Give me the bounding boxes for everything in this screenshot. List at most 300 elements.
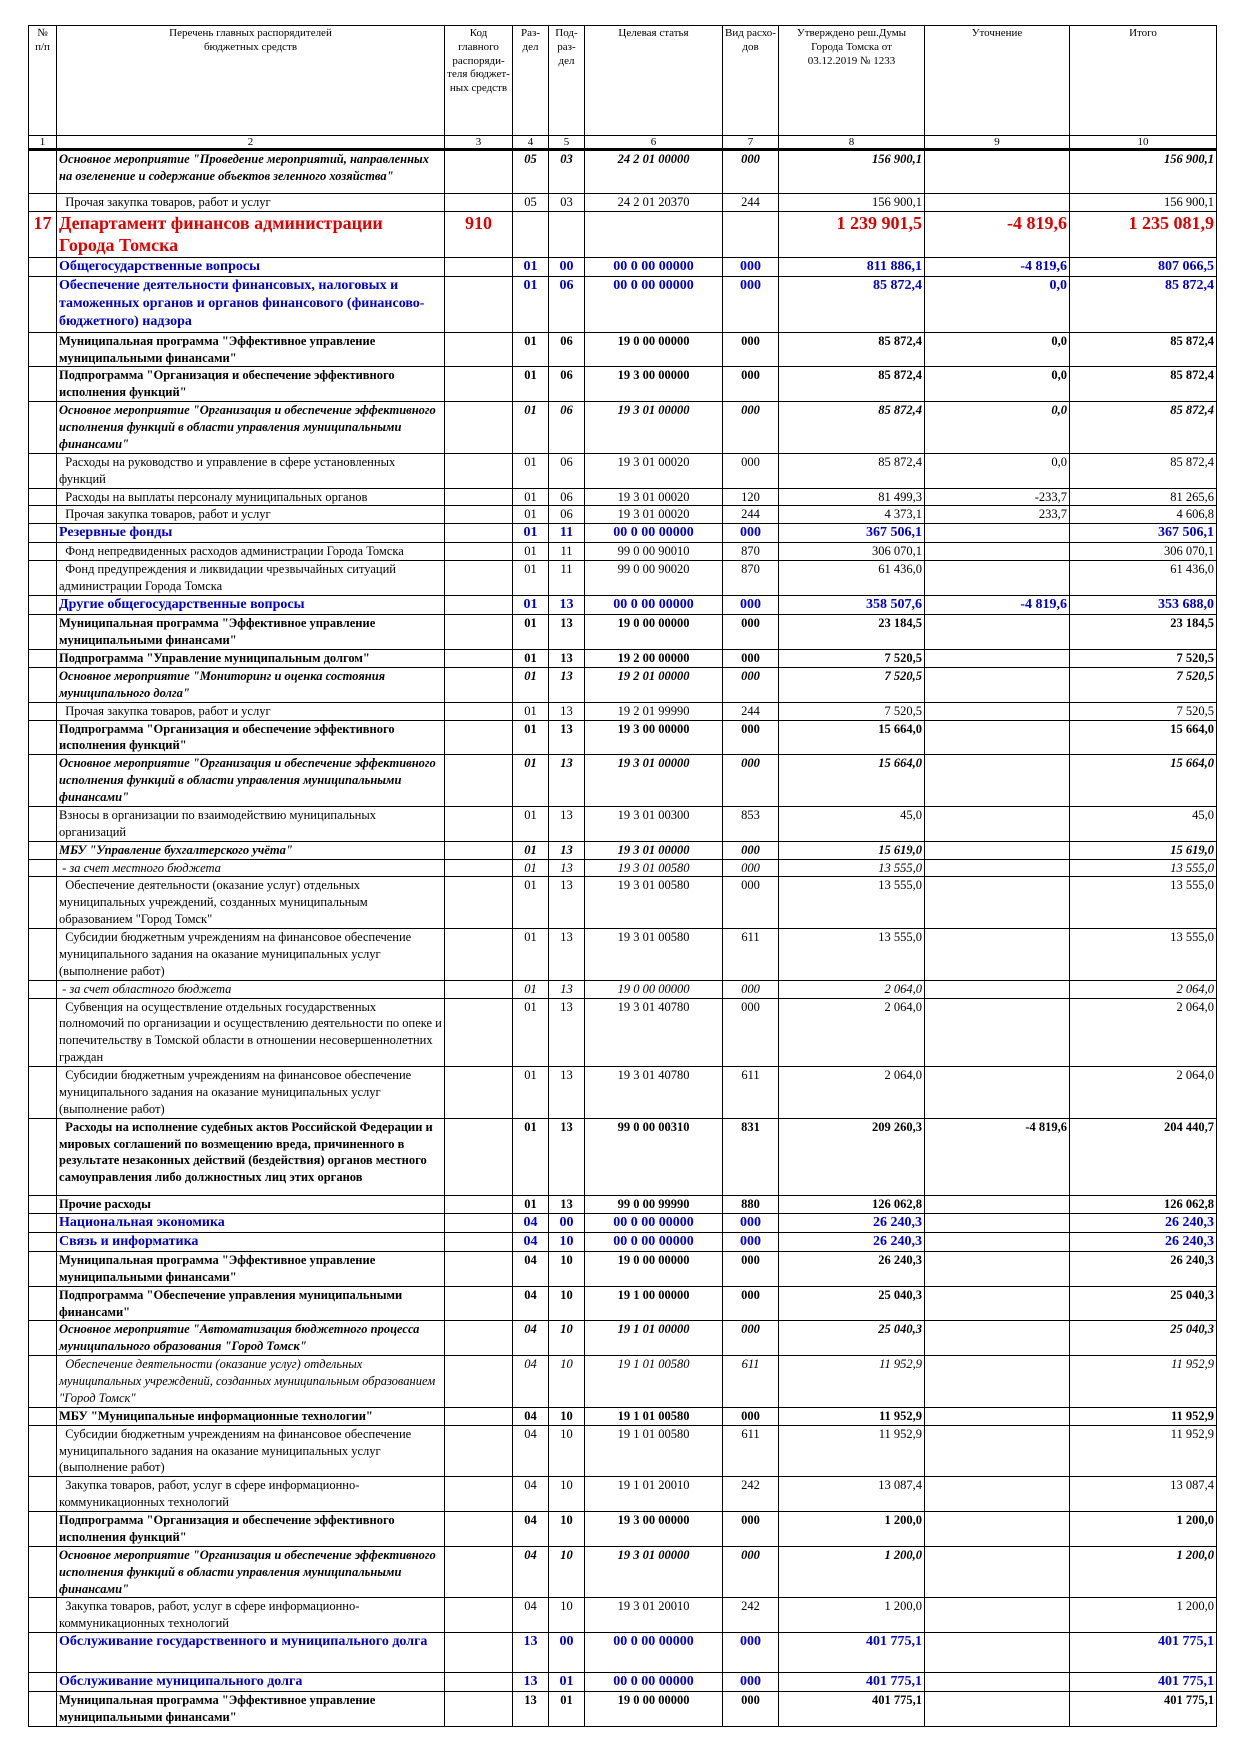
cell-vid: 000 <box>723 720 779 755</box>
cell-razdel: 01 <box>513 615 549 650</box>
header-num: № п/п <box>29 26 57 136</box>
cell-utoch <box>925 702 1070 720</box>
cell-razdel: 01 <box>513 524 549 543</box>
cell-vid: 000 <box>723 257 779 276</box>
cell-tsel: 99 0 00 00310 <box>585 1118 723 1195</box>
cell-num <box>29 615 57 650</box>
cell-vid: 611 <box>723 929 779 981</box>
cell-podrazdel: 06 <box>549 277 585 333</box>
cell-razdel: 04 <box>513 1213 549 1232</box>
cell-num <box>29 998 57 1067</box>
cell-utoch: -4 819,6 <box>925 257 1070 276</box>
cell-utv: 13 555,0 <box>779 859 925 877</box>
cell-vid: 880 <box>723 1195 779 1213</box>
cell-num <box>29 877 57 929</box>
cell-code <box>445 702 513 720</box>
cell-tsel: 19 0 00 00000 <box>585 1692 723 1727</box>
cell-num <box>29 524 57 543</box>
cell-itogo: 7 520,5 <box>1070 702 1217 720</box>
cell-num <box>29 929 57 981</box>
cell-podrazdel: 01 <box>549 1673 585 1692</box>
cell-vid: 000 <box>723 524 779 543</box>
cell-code <box>445 1321 513 1356</box>
cell-utv: 401 775,1 <box>779 1692 925 1727</box>
cell-utv: 209 260,3 <box>779 1118 925 1195</box>
cell-razdel: 04 <box>513 1407 549 1425</box>
cell-name: Субсидии бюджетным учреждениям на финансовое обеспечение муниципального задания на оказание муниципальных услуг (выполнение работ) <box>57 929 445 981</box>
cell-utv: 26 240,3 <box>779 1251 925 1286</box>
cell-code <box>445 841 513 859</box>
cell-tsel: 19 3 01 00300 <box>585 806 723 841</box>
cell-num <box>29 561 57 596</box>
cell-utv: 13 087,4 <box>779 1477 925 1512</box>
cell-tsel: 00 0 00 00000 <box>585 1673 723 1692</box>
cell-itogo: 85 872,4 <box>1070 402 1217 454</box>
cell-vid: 000 <box>723 667 779 702</box>
table-row <box>29 667 1217 702</box>
cell-utoch <box>925 980 1070 998</box>
cell-num <box>29 841 57 859</box>
cell-code <box>445 367 513 402</box>
cell-tsel: 19 3 01 00020 <box>585 506 723 524</box>
cell-podrazdel: 06 <box>549 488 585 506</box>
cell-name: Основное мероприятие "Мониторинг и оценка состояния муниципального долга" <box>57 667 445 702</box>
cell-code <box>445 755 513 807</box>
cell-vid: 242 <box>723 1598 779 1633</box>
cell-vid: 000 <box>723 980 779 998</box>
cell-podrazdel: 10 <box>549 1251 585 1286</box>
cell-num <box>29 1425 57 1477</box>
cell-code <box>445 720 513 755</box>
cell-vid: 000 <box>723 615 779 650</box>
table-row <box>29 1425 1217 1477</box>
cell-num <box>29 332 57 367</box>
cell-utoch <box>925 755 1070 807</box>
cell-num <box>29 1633 57 1673</box>
cell-itogo: 15 664,0 <box>1070 755 1217 807</box>
table-row <box>29 841 1217 859</box>
cell-utoch <box>925 150 1070 194</box>
cell-utv: 61 436,0 <box>779 561 925 596</box>
table-row <box>29 150 1217 194</box>
cell-num <box>29 1232 57 1251</box>
cell-podrazdel: 13 <box>549 1118 585 1195</box>
cell-name: Обеспечение деятельности (оказание услуг) отдельных муниципальных учреждений, созданных муниципальным образованием "Город Томск" <box>57 877 445 929</box>
cell-vid: 000 <box>723 859 779 877</box>
cell-code <box>445 980 513 998</box>
cell-vid: 000 <box>723 1213 779 1232</box>
cell-tsel: 19 0 00 00000 <box>585 980 723 998</box>
cell-code <box>445 524 513 543</box>
cell-code <box>445 1546 513 1598</box>
cell-utoch <box>925 1477 1070 1512</box>
colnum-cell: 8 <box>779 136 925 150</box>
table-row <box>29 211 1217 257</box>
cell-tsel: 19 3 01 00580 <box>585 929 723 981</box>
cell-utoch <box>925 1067 1070 1119</box>
cell-name: Муниципальная программа "Эффективное управление муниципальными финансами" <box>57 1251 445 1286</box>
cell-razdel: 01 <box>513 257 549 276</box>
cell-vid: 831 <box>723 1118 779 1195</box>
table-row <box>29 877 1217 929</box>
cell-podrazdel: 13 <box>549 1195 585 1213</box>
cell-utv: 15 664,0 <box>779 755 925 807</box>
cell-utoch <box>925 720 1070 755</box>
cell-name: Обеспечение деятельности (оказание услуг) отдельных муниципальных учреждений, созданных муниципальным образованием "Город Томск" <box>57 1356 445 1408</box>
cell-utv: 1 200,0 <box>779 1546 925 1598</box>
cell-itogo: 156 900,1 <box>1070 150 1217 194</box>
cell-podrazdel: 10 <box>549 1321 585 1356</box>
table-row <box>29 332 1217 367</box>
cell-utv: 7 520,5 <box>779 702 925 720</box>
table-row <box>29 755 1217 807</box>
cell-podrazdel: 03 <box>549 150 585 194</box>
cell-utoch <box>925 1195 1070 1213</box>
cell-vid <box>723 211 779 257</box>
cell-tsel: 19 3 01 20010 <box>585 1598 723 1633</box>
cell-tsel: 19 1 01 00580 <box>585 1356 723 1408</box>
cell-podrazdel: 01 <box>549 1692 585 1727</box>
cell-itogo: 26 240,3 <box>1070 1213 1217 1232</box>
table-row <box>29 524 1217 543</box>
cell-itogo: 26 240,3 <box>1070 1251 1217 1286</box>
cell-utoch <box>925 561 1070 596</box>
cell-num <box>29 194 57 212</box>
colnum-cell: 5 <box>549 136 585 150</box>
cell-name: - за счет областного бюджета <box>57 980 445 998</box>
cell-podrazdel: 10 <box>549 1356 585 1408</box>
cell-utoch <box>925 929 1070 981</box>
cell-tsel: 00 0 00 00000 <box>585 1633 723 1673</box>
cell-itogo: 1 200,0 <box>1070 1598 1217 1633</box>
cell-razdel: 04 <box>513 1286 549 1321</box>
cell-name: Обслуживание муниципального долга <box>57 1673 445 1692</box>
cell-num <box>29 702 57 720</box>
cell-tsel: 19 3 00 00000 <box>585 367 723 402</box>
cell-razdel: 01 <box>513 1067 549 1119</box>
cell-razdel: 04 <box>513 1251 549 1286</box>
cell-itogo: 15 664,0 <box>1070 720 1217 755</box>
cell-podrazdel: 00 <box>549 1633 585 1673</box>
cell-itogo: 204 440,7 <box>1070 1118 1217 1195</box>
table-row <box>29 998 1217 1067</box>
cell-podrazdel: 13 <box>549 980 585 998</box>
cell-vid: 611 <box>723 1356 779 1408</box>
table-row <box>29 720 1217 755</box>
cell-utoch <box>925 524 1070 543</box>
cell-tsel: 19 1 00 00000 <box>585 1286 723 1321</box>
cell-utv: 45,0 <box>779 806 925 841</box>
table-row <box>29 1067 1217 1119</box>
cell-code: 910 <box>445 211 513 257</box>
cell-utv: 401 775,1 <box>779 1673 925 1692</box>
cell-tsel: 19 3 01 40780 <box>585 1067 723 1119</box>
table-row <box>29 596 1217 615</box>
cell-vid: 000 <box>723 877 779 929</box>
cell-code <box>445 1477 513 1512</box>
cell-vid: 244 <box>723 702 779 720</box>
cell-utv: 7 520,5 <box>779 667 925 702</box>
cell-utoch <box>925 667 1070 702</box>
cell-itogo: 2 064,0 <box>1070 1067 1217 1119</box>
cell-utoch: 0,0 <box>925 332 1070 367</box>
cell-utoch: -4 819,6 <box>925 596 1070 615</box>
cell-tsel: 19 3 00 00000 <box>585 1512 723 1547</box>
cell-vid: 000 <box>723 277 779 333</box>
cell-name: МБУ "Муниципальные информационные технологии" <box>57 1407 445 1425</box>
header-vid: Вид расхо- дов <box>723 26 779 136</box>
cell-razdel: 04 <box>513 1477 549 1512</box>
cell-itogo: 13 555,0 <box>1070 877 1217 929</box>
cell-vid: 611 <box>723 1067 779 1119</box>
cell-podrazdel: 13 <box>549 596 585 615</box>
budget-table-sheet <box>28 25 1216 1727</box>
cell-razdel: 01 <box>513 488 549 506</box>
cell-vid: 000 <box>723 596 779 615</box>
cell-code <box>445 1598 513 1633</box>
table-row <box>29 1598 1217 1633</box>
table-row <box>29 980 1217 998</box>
cell-code <box>445 277 513 333</box>
cell-name: Подпрограмма "Обеспечение управления муниципальными финансами" <box>57 1286 445 1321</box>
cell-podrazdel: 13 <box>549 755 585 807</box>
cell-code <box>445 1407 513 1425</box>
cell-razdel: 13 <box>513 1633 549 1673</box>
cell-code <box>445 859 513 877</box>
cell-utoch <box>925 543 1070 561</box>
cell-itogo: 11 952,9 <box>1070 1356 1217 1408</box>
table-row <box>29 257 1217 276</box>
cell-itogo: 23 184,5 <box>1070 615 1217 650</box>
cell-podrazdel: 13 <box>549 667 585 702</box>
cell-itogo: 15 619,0 <box>1070 841 1217 859</box>
cell-podrazdel: 10 <box>549 1477 585 1512</box>
cell-tsel: 19 2 01 00000 <box>585 667 723 702</box>
cell-tsel: 24 2 01 20370 <box>585 194 723 212</box>
table-row <box>29 1232 1217 1251</box>
table-row <box>29 615 1217 650</box>
cell-tsel: 00 0 00 00000 <box>585 277 723 333</box>
colnum-cell: 10 <box>1070 136 1217 150</box>
cell-utoch <box>925 1251 1070 1286</box>
cell-name: Основное мероприятие "Организация и обеспечение эффективного исполнения функций в области управления муниципальными финансами" <box>57 402 445 454</box>
cell-num <box>29 1546 57 1598</box>
cell-name: Подпрограмма "Организация и обеспечение эффективного исполнения функций" <box>57 720 445 755</box>
cell-itogo: 1 200,0 <box>1070 1546 1217 1598</box>
table-row <box>29 1512 1217 1547</box>
cell-name: Муниципальная программа "Эффективное управление муниципальными финансами" <box>57 332 445 367</box>
cell-razdel: 04 <box>513 1356 549 1408</box>
cell-num <box>29 1067 57 1119</box>
cell-razdel: 04 <box>513 1546 549 1598</box>
cell-vid: 870 <box>723 543 779 561</box>
cell-name: МБУ "Управление бухгалтерского учёта" <box>57 841 445 859</box>
cell-tsel: 99 0 00 99990 <box>585 1195 723 1213</box>
cell-utoch <box>925 1673 1070 1692</box>
cell-vid: 000 <box>723 841 779 859</box>
table-row <box>29 859 1217 877</box>
cell-razdel: 13 <box>513 1673 549 1692</box>
cell-utoch: -233,7 <box>925 488 1070 506</box>
cell-code <box>445 1512 513 1547</box>
cell-utv: 2 064,0 <box>779 998 925 1067</box>
table-row <box>29 1633 1217 1673</box>
header-itogo: Итого <box>1070 26 1217 136</box>
cell-name: Подпрограмма "Организация и обеспечение эффективного исполнения функций" <box>57 367 445 402</box>
cell-name: Национальная экономика <box>57 1213 445 1232</box>
cell-utoch <box>925 1321 1070 1356</box>
cell-razdel: 01 <box>513 720 549 755</box>
table-row <box>29 506 1217 524</box>
cell-code <box>445 1251 513 1286</box>
cell-code <box>445 1118 513 1195</box>
table-row <box>29 1321 1217 1356</box>
table-body <box>29 150 1217 1727</box>
cell-name: Другие общегосударственные вопросы <box>57 596 445 615</box>
cell-itogo: 81 265,6 <box>1070 488 1217 506</box>
cell-utv: 11 952,9 <box>779 1356 925 1408</box>
header-name: Перечень главных распорядителей бюджетных средств <box>57 26 445 136</box>
cell-utoch <box>925 615 1070 650</box>
cell-itogo: 26 240,3 <box>1070 1232 1217 1251</box>
cell-razdel: 01 <box>513 596 549 615</box>
table-row <box>29 453 1217 488</box>
cell-razdel: 01 <box>513 980 549 998</box>
cell-itogo: 7 520,5 <box>1070 667 1217 702</box>
cell-num <box>29 596 57 615</box>
cell-utv: 26 240,3 <box>779 1213 925 1232</box>
cell-utv: 85 872,4 <box>779 402 925 454</box>
cell-tsel: 19 2 00 00000 <box>585 650 723 668</box>
cell-itogo: 85 872,4 <box>1070 453 1217 488</box>
cell-razdel: 01 <box>513 561 549 596</box>
cell-name: Прочая закупка товаров, работ и услуг <box>57 702 445 720</box>
cell-vid: 853 <box>723 806 779 841</box>
cell-razdel: 04 <box>513 1232 549 1251</box>
cell-name: Фонд непредвиденных расходов администрации Города Томска <box>57 543 445 561</box>
cell-utoch: 0,0 <box>925 277 1070 333</box>
cell-name: Связь и информатика <box>57 1232 445 1251</box>
cell-vid: 000 <box>723 1512 779 1547</box>
cell-vid: 000 <box>723 402 779 454</box>
cell-razdel: 05 <box>513 194 549 212</box>
cell-podrazdel: 13 <box>549 841 585 859</box>
cell-code <box>445 257 513 276</box>
cell-itogo: 306 070,1 <box>1070 543 1217 561</box>
cell-code <box>445 150 513 194</box>
cell-utv: 85 872,4 <box>779 453 925 488</box>
cell-vid: 000 <box>723 755 779 807</box>
cell-num <box>29 402 57 454</box>
cell-code <box>445 194 513 212</box>
cell-num <box>29 1118 57 1195</box>
cell-vid: 000 <box>723 1286 779 1321</box>
table-row <box>29 1407 1217 1425</box>
cell-itogo: 353 688,0 <box>1070 596 1217 615</box>
cell-utoch <box>925 1692 1070 1727</box>
cell-utoch: 0,0 <box>925 367 1070 402</box>
cell-name: Общегосударственные вопросы <box>57 257 445 276</box>
cell-itogo: 61 436,0 <box>1070 561 1217 596</box>
table-row <box>29 543 1217 561</box>
colnum-cell: 3 <box>445 136 513 150</box>
cell-name: Основное мероприятие "Организация и обеспечение эффективного исполнения функций в области управления муниципальными финансами" <box>57 755 445 807</box>
cell-name: Прочие расходы <box>57 1195 445 1213</box>
colnum-cell: 4 <box>513 136 549 150</box>
table-row <box>29 1673 1217 1692</box>
cell-utoch: -4 819,6 <box>925 1118 1070 1195</box>
table-row <box>29 194 1217 212</box>
cell-num <box>29 806 57 841</box>
cell-itogo: 401 775,1 <box>1070 1673 1217 1692</box>
cell-num <box>29 1407 57 1425</box>
cell-vid: 611 <box>723 1425 779 1477</box>
cell-utv: 11 952,9 <box>779 1425 925 1477</box>
cell-podrazdel: 10 <box>549 1425 585 1477</box>
cell-razdel: 01 <box>513 332 549 367</box>
cell-code <box>445 929 513 981</box>
cell-itogo: 1 200,0 <box>1070 1512 1217 1547</box>
cell-code <box>445 650 513 668</box>
cell-tsel: 19 3 01 00000 <box>585 402 723 454</box>
cell-razdel: 01 <box>513 277 549 333</box>
cell-podrazdel: 13 <box>549 650 585 668</box>
colnum-cell: 1 <box>29 136 57 150</box>
cell-name: Субсидии бюджетным учреждениям на финансовое обеспечение муниципального задания на оказание муниципальных услуг (выполнение работ) <box>57 1067 445 1119</box>
cell-tsel: 19 0 00 00000 <box>585 615 723 650</box>
cell-num <box>29 1512 57 1547</box>
cell-razdel: 13 <box>513 1692 549 1727</box>
cell-vid: 000 <box>723 1633 779 1673</box>
cell-tsel: 00 0 00 00000 <box>585 524 723 543</box>
colnum-cell: 6 <box>585 136 723 150</box>
cell-podrazdel: 06 <box>549 332 585 367</box>
cell-utv: 85 872,4 <box>779 332 925 367</box>
cell-utoch <box>925 1512 1070 1547</box>
cell-name: Основное мероприятие "Автоматизация бюджетного процесса муниципального образования "Город Томск" <box>57 1321 445 1356</box>
cell-utoch: 0,0 <box>925 453 1070 488</box>
cell-utv: 2 064,0 <box>779 1067 925 1119</box>
cell-podrazdel: 10 <box>549 1512 585 1547</box>
cell-code <box>445 402 513 454</box>
cell-tsel: 19 0 00 00000 <box>585 332 723 367</box>
cell-utv: 306 070,1 <box>779 543 925 561</box>
table-row <box>29 1118 1217 1195</box>
cell-tsel: 19 3 01 00000 <box>585 841 723 859</box>
cell-utoch: 0,0 <box>925 402 1070 454</box>
cell-podrazdel: 13 <box>549 702 585 720</box>
cell-tsel: 19 3 01 00020 <box>585 488 723 506</box>
cell-code <box>445 543 513 561</box>
cell-podrazdel: 06 <box>549 402 585 454</box>
cell-name: Муниципальная программа "Эффективное управление муниципальными финансами" <box>57 615 445 650</box>
cell-utoch: -4 819,6 <box>925 211 1070 257</box>
cell-vid: 000 <box>723 150 779 194</box>
cell-razdel: 01 <box>513 998 549 1067</box>
table-row <box>29 1213 1217 1232</box>
cell-name: Основное мероприятие "Проведение мероприятий, направленных на озеленение и содержание объектов зеленного хозяйства" <box>57 150 445 194</box>
cell-vid: 000 <box>723 1321 779 1356</box>
cell-tsel: 19 3 01 00000 <box>585 755 723 807</box>
cell-razdel: 01 <box>513 667 549 702</box>
cell-num <box>29 1195 57 1213</box>
cell-code <box>445 1356 513 1408</box>
cell-code <box>445 1633 513 1673</box>
cell-tsel: 19 3 01 00580 <box>585 859 723 877</box>
cell-itogo: 367 506,1 <box>1070 524 1217 543</box>
cell-name: Расходы на руководство и управление в сфере установленных функций <box>57 453 445 488</box>
cell-podrazdel: 10 <box>549 1232 585 1251</box>
